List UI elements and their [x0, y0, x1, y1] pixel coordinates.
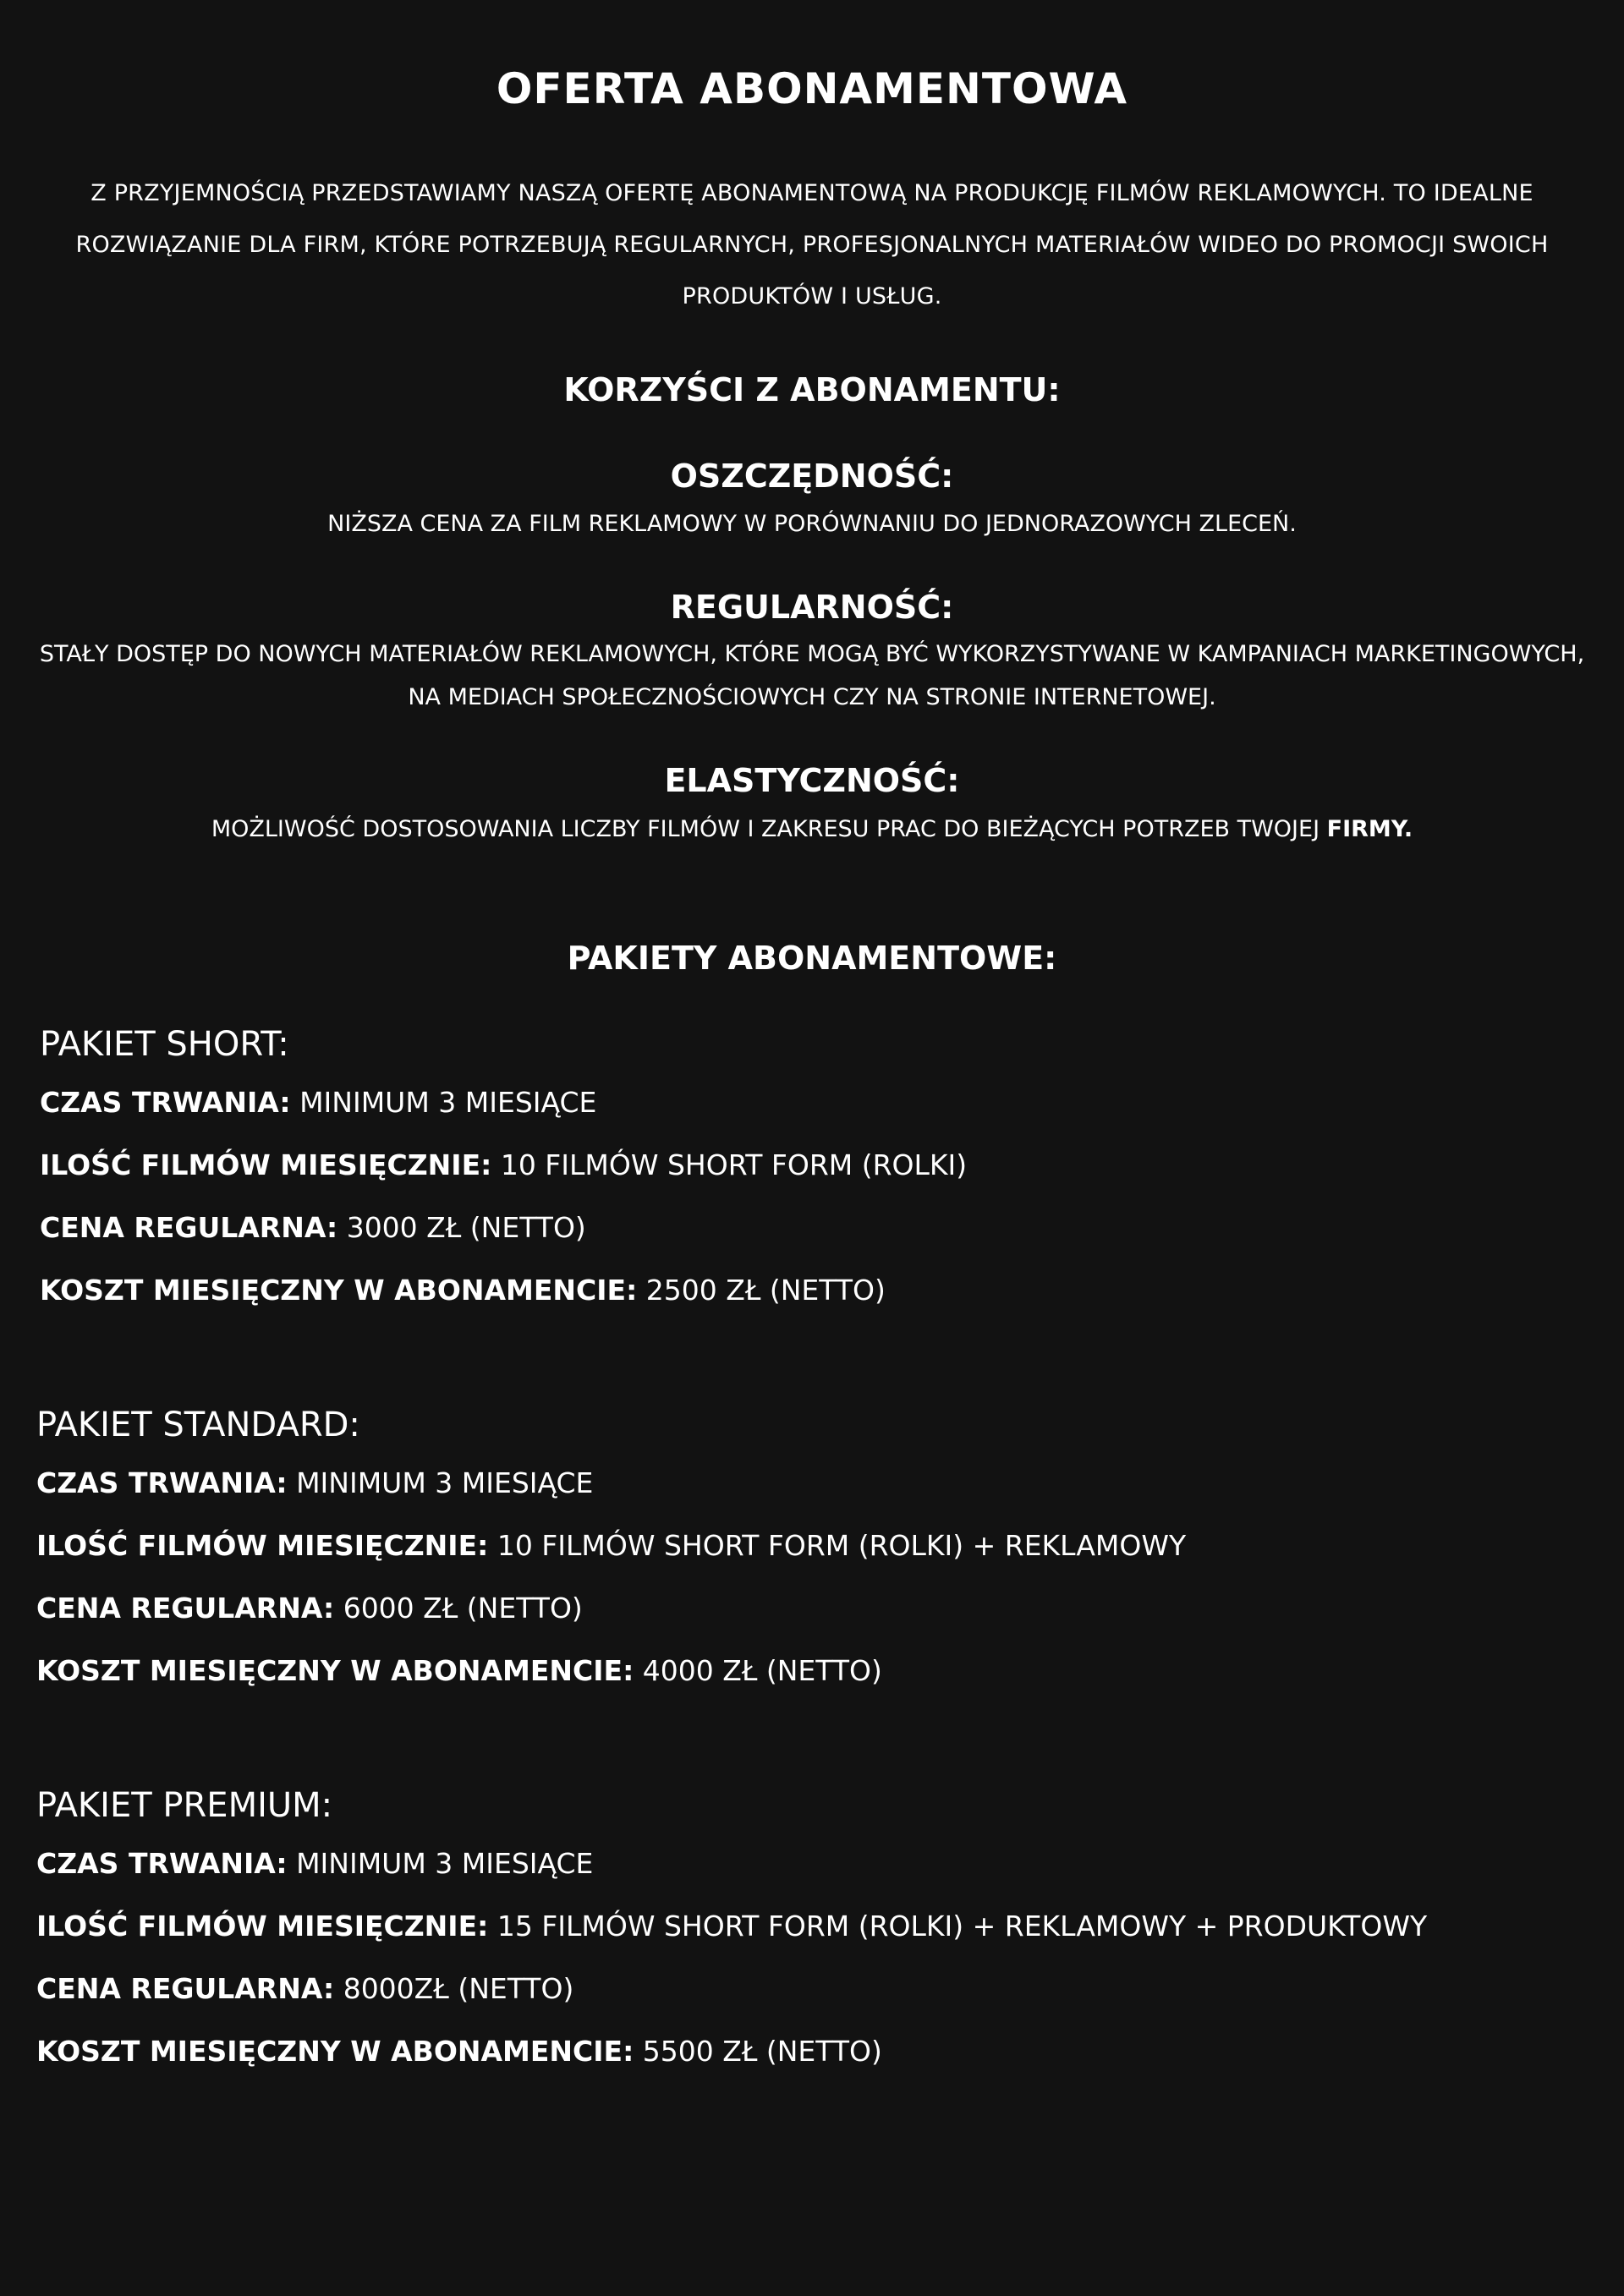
benefit-title-regularity: REGULARNOŚĆ: [670, 589, 954, 626]
package-row-films [36, 1529, 1624, 1563]
benefit-title-flexibility: ELASTYCZNOŚĆ: [664, 762, 960, 799]
row-value: MINIMUM 3 MIESIĄCE [287, 1847, 594, 1880]
row-value: 3000 ZŁ (NETTO) [337, 1211, 586, 1244]
benefit-desc-savings: NIŻSZA CENA ZA FILM REKLAMOWY W PORÓWNANIU DO JEDNORAZOWYCH ZLECEŃ. [327, 511, 1297, 537]
benefit-desc-flexibility-bold: FIRMY. [1326, 816, 1413, 842]
package-row-regular-price [36, 1972, 1624, 2006]
row-value: 10 FILMÓW SHORT FORM (ROLKI) [491, 1148, 968, 1181]
package-row-monthly-cost [36, 1654, 1624, 1688]
package-row-regular-price [36, 1592, 1624, 1625]
package-title: PAKIET PREMIUM: [36, 1786, 333, 1825]
row-value: 10 FILMÓW SHORT FORM (ROLKI) + REKLAMOWY [488, 1529, 1187, 1562]
row-value: 15 FILMÓW SHORT FORM (ROLKI) + REKLAMOWY + PRODUKTOWY [488, 1910, 1428, 1943]
package-title: PAKIET SHORT: [40, 1025, 289, 1064]
intro-paragraph: Z PRZYJEMNOŚCIĄ PRZEDSTAWIAMY NASZĄ OFERTĘ ABONAMENTOWĄ NA PRODUKCJĘ FILMÓW REKLAMOWYCH. TO IDEALNE ROZWIĄZANIE DLA FIRM, KTÓRE POTRZEBUJĄ REGULARNYCH, PROFESJONALNYCH MATERIAŁÓW WIDEO DO PROMOCJI SWOICH PRODUKTÓW I USŁUG. [75, 180, 1549, 310]
benefit-title-savings: OSZCZĘDNOŚĆ: [670, 458, 954, 495]
row-value: MINIMUM 3 MIESIĄCE [290, 1086, 597, 1119]
package-title: PAKIET STANDARD: [36, 1406, 360, 1444]
row-label: ILOŚĆ FILMÓW MIESIĘCZNIE: [36, 1529, 489, 1562]
page-title: OFERTA ABONAMENTOWA [496, 64, 1128, 113]
row-label: CZAS TRWANIA: [36, 1466, 288, 1499]
package-row-duration [40, 1086, 1624, 1120]
package-row-monthly-cost [36, 2035, 1624, 2069]
package-standard [36, 1404, 1624, 1717]
row-value: 8000ZŁ (NETTO) [334, 1972, 574, 2005]
benefit-desc-flexibility-text: MOŻLIWOŚĆ DOSTOSOWANIA LICZBY FILMÓW I ZAKRESU PRAC DO BIEŻĄCYCH POTRZEB TWOJEJ [211, 816, 1320, 842]
row-label: ILOŚĆ FILMÓW MIESIĘCZNIE: [36, 1910, 489, 1943]
benefit-desc-flexibility [34, 808, 1590, 851]
row-value: 5500 ZŁ (NETTO) [634, 2035, 882, 2068]
package-row-films [40, 1148, 1624, 1182]
package-row-duration [36, 1466, 1624, 1500]
row-label: CENA REGULARNA: [36, 1592, 335, 1625]
row-value: 2500 ZŁ (NETTO) [637, 1274, 886, 1307]
package-row-duration [36, 1847, 1624, 1881]
row-label: CZAS TRWANIA: [40, 1086, 291, 1119]
package-row-monthly-cost [40, 1274, 1624, 1307]
benefits-heading: KORZYŚCI Z ABONAMENTU: [563, 371, 1061, 408]
package-row-regular-price [40, 1211, 1624, 1245]
package-short [40, 1023, 1624, 1336]
package-row-films [36, 1910, 1624, 1943]
row-label: KOSZT MIESIĘCZNY W ABONAMENCIE: [36, 2035, 634, 2068]
row-value: MINIMUM 3 MIESIĄCE [287, 1466, 594, 1499]
row-label: KOSZT MIESIĘCZNY W ABONAMENCIE: [40, 1274, 638, 1307]
row-label: CZAS TRWANIA: [36, 1847, 288, 1880]
row-value: 6000 ZŁ (NETTO) [334, 1592, 583, 1625]
benefit-desc-regularity: STAŁY DOSTĘP DO NOWYCH MATERIAŁÓW REKLAMOWYCH, KTÓRE MOGĄ BYĆ WYKORZYSTYWANE W KAMPANIACH MARKETINGOWYCH, NA MEDIACH SPOŁECZNOŚCIOWYCH CZY NA STRONIE INTERNETOWEJ. [39, 641, 1585, 710]
packages-heading: PAKIETY ABONAMENTOWE: [567, 940, 1057, 977]
row-label: CENA REGULARNA: [36, 1972, 335, 2005]
row-label: ILOŚĆ FILMÓW MIESIĘCZNIE: [40, 1148, 492, 1181]
row-value: 4000 ZŁ (NETTO) [634, 1654, 882, 1687]
row-label: CENA REGULARNA: [40, 1211, 338, 1244]
row-label: KOSZT MIESIĘCZNY W ABONAMENCIE: [36, 1654, 634, 1687]
package-premium [36, 1784, 1624, 2097]
